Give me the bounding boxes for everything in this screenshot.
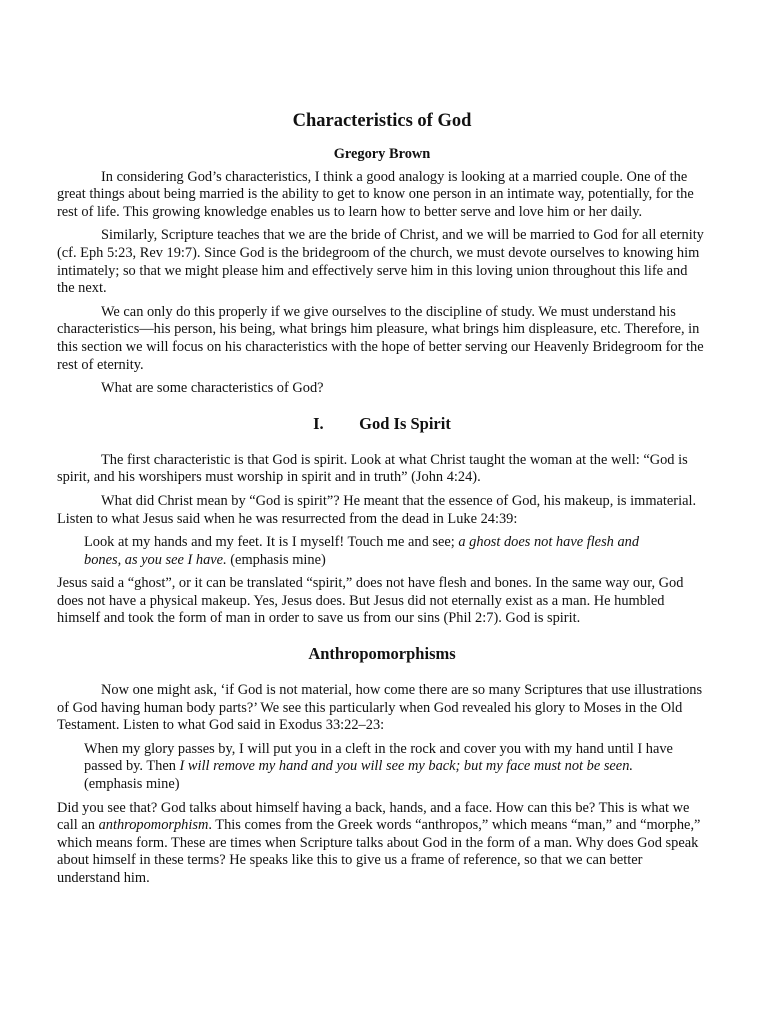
quote-emphasis: I will remove my hand and you will see my back; but my face must not be seen. [179,758,633,775]
intro-paragraph-2: Similarly, Scripture teaches that we are the bride of Christ, and we will be married to God for all eternity (cf. Eph 5:23, Rev 19:7). Since God is the bridegroom of the church, we must devote ourselves to knowing him intimately; so that we might please him and effectively serve him in this loving union throughout this life and the next. [57,227,704,297]
document-title: Characteristics of God [292,111,472,131]
paragraph-text: . This comes from the Greek words “anthropos,” which means “man,” and “morphe,” which means form. These are times when Scripture talks about God in the form of a man. Why does God speak about himself in these terms? He speaks like this to give us a frame of reference, so that we can better understand him. [57,817,701,886]
section-heading-god-is-spirit [57,414,707,434]
quote-emphasis: a ghost does not have flesh and bones, as you see I have. [84,534,640,568]
subheading-anthropomorphisms: Anthropomorphisms [308,644,456,664]
spirit-paragraph-1: The first characteristic is that God is spirit. Look at what Christ taught the woman at the well: “God is spirit, and his worshipers must worship in spirit and in truth” (John 4:24). [57,451,688,486]
spirit-paragraph-2: What did Christ mean by “God is spirit”? He meant that the essence of God, his makeup, is immaterial. Listen to what Jesus said when he was resurrected from the dead in Luke 24:39: [57,492,697,527]
intro-question: What are some characteristics of God? [101,380,324,397]
quote-note: (emphasis mine) [84,776,180,793]
paragraph-text: Did you see that? God talks about himself having a back, hands, and a face. How can this be? This is what we call an [57,799,690,834]
document-author: Gregory Brown [333,146,431,162]
anthro-paragraph-2 [57,800,707,888]
section-numeral: I. [313,413,324,433]
anthro-paragraph-1: Now one might ask, ‘if God is not material, how come there are so many Scriptures that use illustrations of God having human body parts?’ We see this particularly when God revealed his glory to Moses in the Old Testament. Listen to what God said in Exodus 33:22–23: [57,682,703,734]
document-page [57,104,707,894]
block-quote-exodus [84,741,677,794]
block-quote-luke [84,534,677,569]
quote-text: When my glory passes by, I will put you in a cleft in the rock and cover you with my hand until I have passed by. Then [84,740,673,775]
spirit-paragraph-3: Jesus said a “ghost”, or it can be translated “spirit,” does not have flesh and bones. In the same way our, God does not have a physical makeup. Yes, Jesus does. But Jesus did not eternally exist as a man. He humbled himself and took the form of man in order to save us from our sins (Phil 2:7). God is spirit. [57,575,684,627]
quote-text: Look at my hands and my feet. It is I myself! Touch me and see; [84,534,459,551]
intro-paragraph-1: In considering God’s characteristics, I think a good analogy is looking at a married couple. One of the great things about being married is the ability to get to know one person in an intimate way, potentially, for the rest of life. This growing knowledge enables us to learn how to better serve and love him or her daily. [57,168,694,220]
quote-note: (emphasis mine) [226,551,326,568]
section-title: God Is Spirit [359,413,451,433]
intro-paragraph-3: We can only do this properly if we give ourselves to the discipline of study. We must understand his characteristics—his person, his being, what brings him pleasure, what brings him displeasure, etc. Therefore, in this section we will focus on his characteristics with the hope of better serving our Heavenly Bridegroom for the rest of eternity. [57,303,704,373]
term-anthropomorphism: anthropomorphism [98,817,209,834]
